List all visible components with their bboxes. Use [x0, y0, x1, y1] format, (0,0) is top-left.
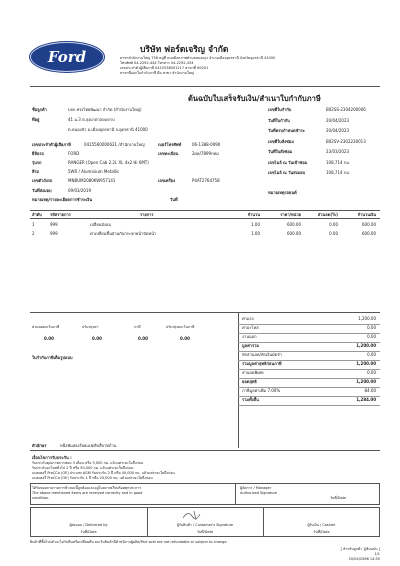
- company-address-3: เลขประจำตัวผู้เสียภาษี 0415538001217 สาขาที่ 00001: [120, 66, 209, 70]
- customer-address-line1: 41 ม.3 ต.ลุงผาตาลอบหาบ: [68, 117, 115, 122]
- table-cell: ค่าเปลี่ยนชิ้นส่วนกับกระจกหน้าปัดหน้า: [90, 231, 157, 236]
- engine-label: เลขเครื่อง: [158, 178, 176, 183]
- meta-label: เลขไมล์ ณ วันส่งมอบ: [268, 170, 306, 175]
- print-page: 1/1: [374, 552, 380, 556]
- table-cell: 0.00: [329, 222, 338, 227]
- sig-cashier-date: วันที่/Date: [313, 530, 330, 534]
- total-value: 0.00: [367, 370, 376, 375]
- meta-value: 20/04/2023: [326, 117, 350, 123]
- total-label: งานนอก: [242, 334, 257, 339]
- total-value: 84.00: [364, 388, 376, 393]
- customer-address-label: ที่อยู่: [32, 117, 40, 122]
- total-label: รวมทั้งสิ้น: [242, 397, 259, 402]
- taxid-label: เลขประจำตัวผู้เสียภาษี: [32, 142, 71, 147]
- summary-col-label: ภาษี: [134, 325, 141, 329]
- table-top-line: [30, 210, 380, 211]
- table-cell: 999: [50, 222, 58, 227]
- total-label: รวมมูลค่าสุทธิก่อนภาษี: [242, 361, 282, 366]
- footer-note: สินค้าที่ซื้อไปแล้วจะไม่รับคืนหรือเปลี่ยนคืน ยกเว้นสินค้ามีตำหนิจากผู้ผลิต/Part sold are not refundable or subject to change.: [30, 540, 228, 544]
- table-cell: 600.00: [362, 231, 376, 236]
- meta-label: เลขที่ใบสั่งซ่อม: [268, 138, 294, 144]
- warranty-top-line: [30, 450, 380, 451]
- total-value: 1,200.00: [358, 316, 376, 321]
- table-cell: 1.00: [251, 222, 260, 227]
- warranty-line-2: รับประกันอะไหล่ทั่วไป 2 ปี หรือ 50,000 กม. แล้วแต่ระยะใดถึงก่อน: [32, 466, 134, 470]
- th-desc: รายการ: [140, 212, 154, 217]
- ack-english-1: The above mentioned items are received correctly and in good: [32, 491, 143, 495]
- phone-label: เบอร์โทรศัพท์: [158, 142, 182, 147]
- amount-words: หนึ่งพันสองร้อยแปดสิบสี่บาทถ้วน: [60, 443, 117, 448]
- ack-divider: [235, 483, 236, 505]
- summary-col-label: ปรับปรุงยกเว้นภาษี: [166, 325, 195, 329]
- meta-label: เลขไมล์ ณ วันเข้าซ่อม: [268, 159, 308, 165]
- total-value: 1,200.00: [356, 343, 376, 348]
- th-unit-price: ราคา/หน่วย: [280, 212, 301, 217]
- ack-thai: ได้รับของตามรายการข้างบนนี้ถูกต้องและอยู่ในสภาพเรียบร้อยทุกประการ: [32, 486, 142, 490]
- table-cell: 600.00: [287, 231, 301, 236]
- warranty-title: เงื่อนไขการรับประกัน :: [32, 455, 72, 460]
- th-discount: ส่วนลด(%): [317, 212, 338, 217]
- sig-delivered-date: วันที่/Date: [80, 530, 97, 534]
- total-value: 1,200.00: [356, 379, 376, 384]
- table-cell: 2: [32, 231, 35, 236]
- phone-value: 06-1388-0090: [192, 142, 221, 147]
- th-qty: จำนวน: [247, 212, 260, 217]
- manager-signature-label: Authorized Signature: [240, 491, 277, 495]
- company-address-1: สาขาสำนักงานใหญ่ 756 หมู่ที่ ถนนมิตรภาพตำบลหนองกุง อำเภอเมืองอุดรธานี จังหวัดอุดรธานี 41000: [120, 56, 276, 60]
- warranty-line-1: รับประกันคุณภาพการซ่อม 3 เดือน หรือ 5,000 กม. แล้วแต่ระยะใดถึงก่อน: [32, 461, 144, 465]
- warranty-line-3: แบตเตอรี่ ProCCo (OE) ประเภท AGM รับประกัน 2 ปี หรือ 40,000 กม. แล้วแต่ระยะใดถึงก่อน: [32, 471, 175, 475]
- table-cell: 600.00: [362, 222, 376, 227]
- meta-value: 23/03/2023: [326, 149, 350, 154]
- th-no: ลำดับ: [32, 212, 42, 217]
- total-label: ส่วนลดพิเศษ: [242, 370, 264, 375]
- meta-label: วันที่ครบกำหนดชำระ: [268, 128, 305, 133]
- customer-address-line2: ต.หนองบัว อ.เมืองอุดรธานี จ.อุดรธานี 41000: [68, 127, 148, 132]
- registration-value: 2ผค/7899กทม: [192, 151, 219, 156]
- table-cell: 0.00: [329, 231, 338, 236]
- vin-label: เลขตัวถังรถ: [32, 178, 53, 183]
- sig-customer-date: วันที่/Date: [196, 530, 214, 534]
- brand-label: ยี่ห้อรถ: [32, 151, 44, 156]
- table-cell: เปลี่ยนบังลม: [90, 222, 112, 227]
- total-value: 0.00: [367, 334, 376, 339]
- ford-logo: [30, 42, 104, 72]
- date2-label: วันที่: [170, 197, 178, 202]
- total-label: ยอดสุทธิ: [242, 379, 257, 384]
- sig-cashier-label: ผู้รับเงิน / Cashier: [307, 523, 336, 527]
- summary-col-label: ปรับปรุงค่า: [82, 325, 99, 329]
- taxid-value: 0415560000621 /สำนักงานใหญ่: [84, 142, 145, 147]
- amount-words-label: ตัวอักษร: [32, 443, 47, 448]
- divider: [30, 86, 380, 87]
- company-name: บริษัท ฟอร์ดเจริญ จำกัด: [140, 45, 229, 55]
- summary-top-line: [30, 312, 380, 313]
- color-value: 5WR / Aluminium Metallic: [68, 169, 120, 174]
- table-header-line: [30, 218, 380, 219]
- vehicle-remark-label: หมายเหตุรถยนต์: [268, 190, 297, 195]
- manager-date-label: วันที่/Date: [330, 496, 347, 500]
- table-cell: 1.00: [251, 231, 260, 236]
- total-value: 1,284.00: [356, 397, 376, 402]
- meta-value: B02SV-2302230013: [326, 138, 366, 144]
- total-label: ค่าแรง: [242, 316, 254, 321]
- summary-col-value: 0.00: [44, 336, 54, 341]
- table-cell: 600.00: [287, 222, 301, 227]
- total-label: มูลค่ารวม: [242, 343, 260, 348]
- sig-delivered-label: ผู้ส่งมอบ / Delivered by: [69, 523, 108, 527]
- warranty-line-4: แบตเตอรี่ ProCCo (OE) รับประกัน 1 ปี หรือ 20,000 กม. แล้วแต่ระยะใดถึงก่อน: [32, 476, 153, 480]
- meta-value: B02SS-2304200006: [326, 107, 366, 112]
- vin-value: MNBUM2080KW957141: [68, 178, 116, 183]
- summary-col-value: 0.00: [92, 336, 102, 341]
- meta-label: เลขที่ใบกำกับ: [268, 107, 292, 112]
- total-label: ภาษีมูลค่าเพิ่ม 7.00%: [242, 388, 281, 393]
- delivery-label: วันที่ส่งมอบ: [32, 188, 52, 193]
- customer-signature-mark: [180, 508, 210, 522]
- total-row-line: [238, 405, 380, 406]
- table-cell: 999: [50, 231, 58, 236]
- total-label: ค่าอะไหล่: [242, 325, 259, 330]
- registration-label: เลขทะเบียน: [158, 151, 179, 156]
- summary-col-value: 0.00: [138, 336, 148, 341]
- print-copy-label: [ สำหรับลูกค้า ][ต้นฉบับ ]: [340, 547, 380, 551]
- ford-logo-text: Ford: [47, 48, 87, 66]
- summary-col-label: ส่วนลดยกเว้นภาษี: [32, 325, 60, 329]
- manager-label: ผู้จัดการ / Manager: [240, 486, 272, 490]
- meta-label: วันที่ใบกำกับ: [268, 117, 290, 123]
- remark-label: หมายเหตุ/รายละเอียดการชำระเงิน: [32, 197, 93, 202]
- customer-name-label: ชื่อลูกค้า: [32, 107, 47, 112]
- company-address-2: โทรศัพท์ 04-2292-444 โทรสาร 04-2292-434: [120, 61, 194, 65]
- model-label: รุ่นรถ: [32, 160, 42, 165]
- meta-value: 108,714 กม.: [326, 170, 351, 175]
- document-title: ต้นฉบับใบเสร็จรับเงิน/สำเนาใบกำกับภาษี: [188, 94, 321, 103]
- customer-name-value: บจก.ทรงไทยพัฒนา จำกัด (สำนักงานใหญ่): [68, 107, 142, 112]
- total-value: 0.00: [367, 325, 376, 330]
- total-label: หักส่วนลด/หักเงินมัดจำ: [242, 352, 282, 357]
- ack-english-2: condition.: [32, 496, 50, 500]
- print-datetime: 20/04/2566 14:50: [348, 557, 380, 561]
- total-value: 1,200.00: [356, 361, 376, 366]
- company-address-4: สาขาที่ออกใบกำกับภาษี คือ สาขา สำนักงานใหญ่: [120, 71, 194, 75]
- th-amount: จำนวนเงิน: [357, 212, 376, 217]
- delivery-value: 09/03/2019: [68, 188, 92, 193]
- meta-value: 108,714 กม.: [326, 159, 351, 165]
- meta-value: 20/04/2023: [326, 128, 350, 133]
- color-label: สีรถ: [32, 169, 40, 174]
- brand-value: FORD: [68, 151, 80, 156]
- total-value: 0.00: [367, 352, 376, 357]
- meta-label: วันที่ใบสั่งซ่อม: [268, 149, 293, 154]
- model-value: RANGER (Open Cab 2.2L XL 4x2 Hi 6MT): [68, 160, 149, 165]
- full-tax-invoice-label: ใบกำกับภาษีเต็มรูปแบบ: [32, 355, 73, 360]
- sig-customer-label: ผู้รับสินค้า / Customer's Signature: [176, 523, 234, 527]
- th-code: รหัสรายการ: [50, 212, 71, 217]
- table-cell: 1: [32, 222, 35, 227]
- summary-col-value: 0.00: [180, 336, 190, 341]
- engine-value: P4AT2764758: [192, 178, 220, 183]
